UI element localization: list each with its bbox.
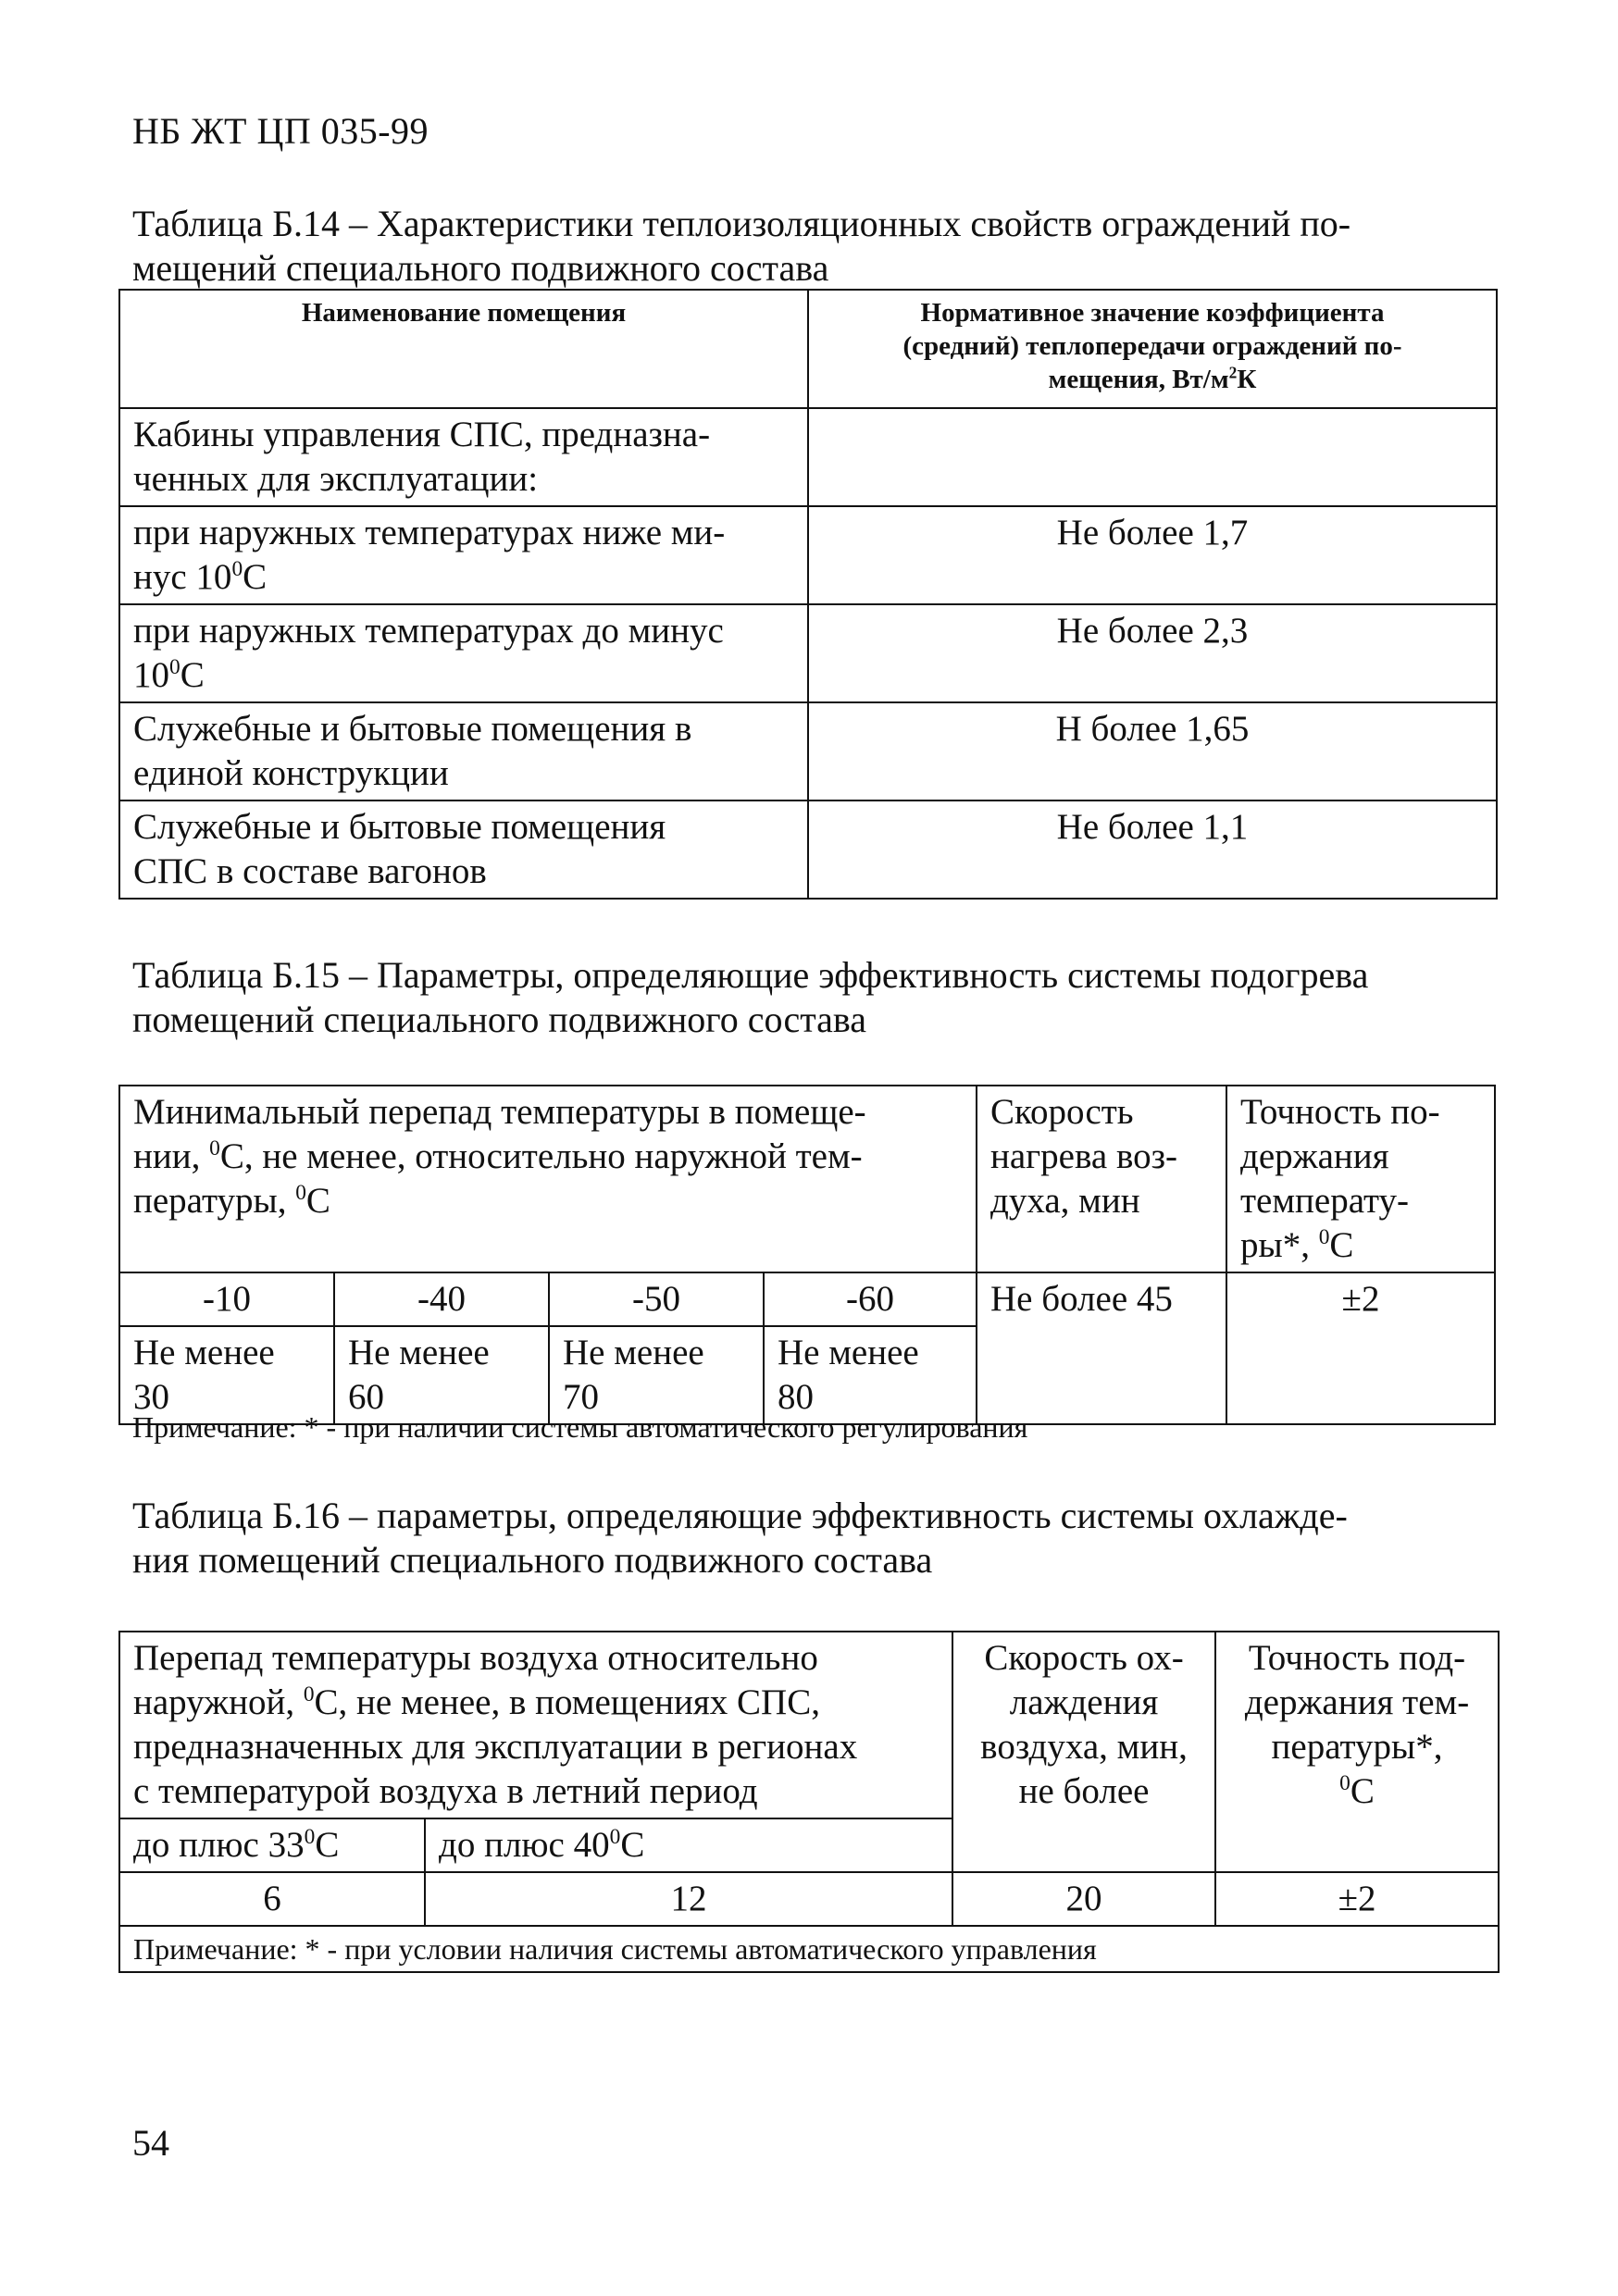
header-line: нагрева воз- [990, 1136, 1177, 1176]
header-line: пературы*, [1271, 1727, 1443, 1767]
degree-sup: 0 [1318, 1225, 1330, 1249]
min-label: Не менее [348, 1333, 490, 1372]
degree-sup: 0 [304, 1825, 316, 1849]
header-line: Скорость ох- [984, 1638, 1184, 1678]
table14-row1-value [808, 408, 1497, 506]
header-text: С, не менее, относительно наружной тем- [219, 1136, 863, 1176]
header-text: ры*, [1240, 1225, 1319, 1265]
table16-caption [132, 1494, 1475, 1582]
table16-value-cell: 12 [425, 1872, 952, 1926]
degree-sup: 0 [169, 655, 180, 679]
table15-caption-line1: Таблица Б.15 – Параметры, определяющие эффективность системы подогрева [132, 954, 1369, 996]
table15-header-accuracy [1226, 1086, 1495, 1272]
table16-value-cell: ±2 [1215, 1872, 1499, 1926]
table14-header-name-text: Наименование помещения [301, 298, 627, 328]
table16-header-accuracy [1215, 1632, 1499, 1872]
table14-row3-label [119, 604, 808, 702]
row-label-line [133, 555, 794, 600]
table15-header-heating-speed [977, 1086, 1226, 1272]
header-text: пературы, [133, 1181, 296, 1221]
degree-sup: 0 [303, 1682, 315, 1706]
table15-speed-value: Не более 45 [977, 1272, 1226, 1424]
table16-value-cell: 20 [952, 1872, 1215, 1926]
header-line [133, 1681, 939, 1725]
table16-header-cooling-speed [952, 1632, 1215, 1872]
table15-caption [132, 953, 1475, 1042]
table15-header-temperature-difference [119, 1086, 977, 1272]
min-label: Не менее [563, 1333, 704, 1372]
table16 [118, 1631, 1500, 1973]
table16-value-cell: 6 [119, 1872, 425, 1926]
table14-row5-value: Не более 1,1 [808, 800, 1497, 899]
row-label-line: ченных для эксплуатации: [133, 459, 539, 499]
table14-row3-value: Не более 2,3 [808, 604, 1497, 702]
table14-header-coef-line1: Нормативное значение коэффициента [920, 298, 1385, 328]
sub-text: до плюс 40 [439, 1825, 610, 1865]
table15-note: Примечание: * - при наличии системы автоматического регулирования [132, 1410, 1028, 1444]
header-line: держания [1240, 1136, 1389, 1176]
header-text: С, не менее, в помещениях СПС, [314, 1682, 820, 1722]
table16-note-row [119, 1926, 1499, 1972]
min-label: Не менее [778, 1333, 919, 1372]
table14-header-unit-text: мещения, Вт/м [1048, 365, 1229, 394]
document-code: НБ ЖТ ЦП 035-99 [132, 110, 429, 152]
row-label-unit: С [243, 557, 268, 597]
table15-temp-cell: -40 [334, 1272, 549, 1326]
header-line: температу- [1240, 1181, 1410, 1221]
table14-header-row [119, 290, 1497, 408]
header-text: наружной, [133, 1682, 304, 1722]
row-label-line: Служебные и бытовые помещения в [133, 709, 692, 749]
table14-header-unit-k: К [1237, 365, 1257, 394]
table14-caption [132, 202, 1475, 291]
degree-sup: 0 [209, 1136, 220, 1160]
degree-sup: 0 [295, 1181, 306, 1205]
degree-sup: 0 [1339, 1771, 1350, 1795]
table14 [118, 289, 1498, 900]
table-row [119, 408, 1497, 506]
table15-temp-cell: -10 [119, 1272, 334, 1326]
degree-sup: 0 [609, 1825, 621, 1849]
table15-temperature-row [119, 1272, 1495, 1326]
table16-caption-line1: Таблица Б.16 – параметры, определяющие эффективность системы охлажде- [132, 1495, 1348, 1536]
table16-header-row [119, 1632, 1499, 1818]
table16-sub-40 [425, 1818, 952, 1872]
row-label-line: Кабины управления СПС, предназна- [133, 415, 711, 454]
header-text: С [1329, 1225, 1354, 1265]
header-line: духа, мин [990, 1181, 1140, 1221]
table16-caption-line2: ния помещений специального подвижного состава [132, 1539, 933, 1581]
table14-row2-value: Не более 1,7 [808, 506, 1497, 604]
row-label-line: при наружных температурах ниже ми- [133, 513, 726, 552]
degree-sup: 0 [231, 557, 243, 581]
row-label-line [133, 653, 794, 698]
table16-values-row [119, 1872, 1499, 1926]
table14-row2-label [119, 506, 808, 604]
table16-sub-33 [119, 1818, 425, 1872]
header-line: лаждения [1009, 1682, 1159, 1722]
table14-row4-value: Н более 1,65 [808, 702, 1497, 800]
header-line: Точность под- [1248, 1638, 1466, 1678]
table14-caption-line1: Таблица Б.14 – Характеристики теплоизоляционных свойств ограждений по- [132, 203, 1351, 244]
header-line [133, 1179, 963, 1223]
header-text: нии, [133, 1136, 210, 1176]
table16-header-temperature-difference [119, 1632, 952, 1818]
table14-header-coefficient [808, 290, 1497, 408]
table-row [119, 506, 1497, 604]
page-number: 54 [132, 2122, 169, 2164]
table15-header-row [119, 1086, 1495, 1272]
table15-temp-cell: -60 [764, 1272, 977, 1326]
table16-note: Примечание: * - при условии наличия системы автоматического управления [119, 1926, 1499, 1972]
header-line: с температурой воздуха в летний период [133, 1771, 758, 1811]
sub-unit: С [315, 1825, 340, 1865]
table14-row5-label [119, 800, 808, 899]
table14-row1-label [119, 408, 808, 506]
row-label-unit: С [180, 655, 205, 695]
header-line [133, 1135, 963, 1179]
header-line: Перепад температуры воздуха относительно [133, 1638, 818, 1678]
row-label-line: Служебные и бытовые помещения [133, 807, 666, 847]
row-label-line: при наружных температурах до минус [133, 611, 724, 651]
header-line: не более [1018, 1771, 1150, 1811]
header-line [1229, 1769, 1485, 1814]
table-row [119, 604, 1497, 702]
table-row [119, 800, 1497, 899]
header-line: Минимальный перепад температуры в помеще- [133, 1092, 866, 1132]
min-value: 70 [563, 1377, 599, 1417]
min-value: 60 [348, 1377, 384, 1417]
sub-text: до плюс 33 [133, 1825, 305, 1865]
table14-header-unit-sup: 2 [1228, 363, 1238, 382]
header-line: держания тем- [1244, 1682, 1470, 1722]
row-label-line: СПС в составе вагонов [133, 851, 487, 891]
header-line: предназначенных для эксплуатации в регионах [133, 1727, 858, 1767]
header-line: Скорость [990, 1092, 1134, 1132]
row-label-text: 10 [133, 655, 169, 695]
table15 [118, 1085, 1496, 1425]
table15-caption-line2: помещений специального подвижного состава [132, 999, 867, 1040]
sub-unit: С [620, 1825, 645, 1865]
row-label-line: единой конструкции [133, 753, 449, 793]
header-line: Точность по- [1240, 1092, 1440, 1132]
header-text: С [305, 1181, 330, 1221]
header-line [1240, 1223, 1481, 1268]
table14-header-coef-line3 [822, 363, 1483, 396]
table14-row4-label [119, 702, 808, 800]
row-label-text: нус 10 [133, 557, 232, 597]
header-line: воздуха, мин, [980, 1727, 1188, 1767]
min-value: 30 [133, 1377, 169, 1417]
table-row [119, 702, 1497, 800]
table14-caption-line2: мещений специального подвижного состава [132, 247, 829, 289]
table15-temp-cell: -50 [549, 1272, 764, 1326]
table14-header-coef-line2: (средний) теплопередачи ограждений по- [902, 331, 1402, 361]
table14-header-name [119, 290, 808, 408]
min-value: 80 [778, 1377, 814, 1417]
header-text: С [1350, 1771, 1375, 1811]
table15-accuracy-value: ±2 [1226, 1272, 1495, 1424]
min-label: Не менее [133, 1333, 275, 1372]
